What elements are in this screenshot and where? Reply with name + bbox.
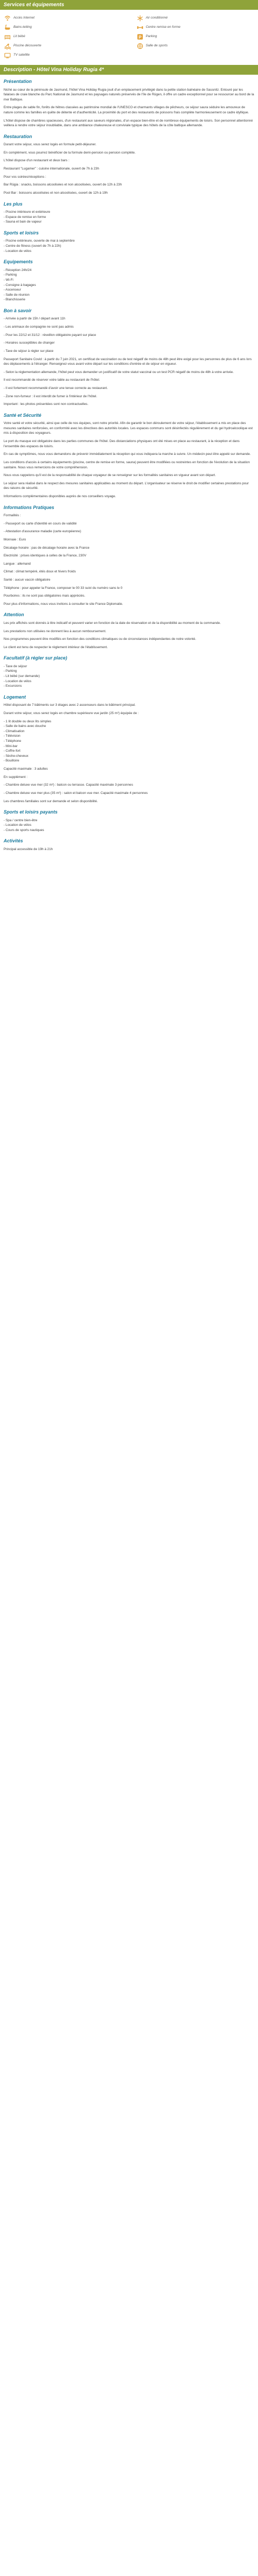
service-item bbox=[4, 23, 87, 32]
paragraph: - Les animaux de compagnie ne sont pas admis bbox=[4, 325, 74, 329]
list bbox=[4, 818, 254, 833]
list-item: - Mini-bar bbox=[4, 744, 18, 748]
list-item: - Cours de sports nautiques bbox=[4, 828, 44, 832]
paragraph: Téléphone : pour appeler la France, composer le 00 33 suivi du numéro sans le 0 bbox=[4, 586, 123, 590]
svg-text:P: P bbox=[138, 35, 141, 40]
list-item: - Location de vélos bbox=[4, 679, 31, 683]
section-heading: Informations Pratiques bbox=[4, 504, 55, 510]
air-conditioning-icon bbox=[137, 15, 143, 22]
service-label: Piscine découverte bbox=[13, 44, 41, 48]
paragraph: Santé : aucun vaccin obligatoire bbox=[4, 578, 51, 582]
paragraph: Les conditions d'accès à certains équipements (piscine, centre de remise en forme, sauna) peuvent être modifiées ou restreintes en fonction de l'évolution de la situation sanitaire. Nous vous remercions de votre compréhension. bbox=[4, 460, 250, 469]
service-label: Centre remise en forme bbox=[146, 25, 181, 29]
list bbox=[4, 268, 254, 302]
paragraph: Durant votre séjour, vous serez logés en formule petit-déjeuner. bbox=[4, 143, 96, 147]
list-item: - Sauna et bain de vapeur bbox=[4, 220, 42, 224]
paragraph: Niché au cœur de la péninsule de Jasmund, l'hôtel Vina Holiday Rugia jouit d'un emplacement privilégié dans la petite station balnéaire de Sassnitz. Entouré par les falaises de craie blanche du Parc National de Jasmund et les paysages naturels préservés de l'île de Rügen, il offre un cadre exceptionnel pour se ressourcer au bord de la mer Baltique. bbox=[4, 88, 254, 101]
list-item: - Location de vélos bbox=[4, 249, 31, 253]
paragraph: Hôtel disposant de 7 bâtiments sur 3 étages avec 2 ascenseurs dans le bâtiment principal. bbox=[4, 703, 136, 707]
list-item: - Excursions bbox=[4, 684, 22, 688]
paragraph: - Attestation d'assurance maladie (carte européenne) bbox=[4, 530, 82, 534]
paragraph: Durant votre séjour, vous serez logés en chambre supérieure vue jardin (25 m²) équipée de : bbox=[4, 711, 139, 715]
section-heading: Sports et loisirs payants bbox=[4, 809, 58, 815]
section-heading: Bon à savoir bbox=[4, 308, 32, 313]
list-item: - Espace de remise en forme bbox=[4, 215, 46, 219]
paragraph: Nous vous rappelons qu'il est de la responsabilité de chaque voyageur de se renseigner sur les formalités sanitaires en vigueur avant son départ. bbox=[4, 473, 216, 478]
paragraph: Capacité maximale : 3 adultes bbox=[4, 767, 48, 771]
description-title: Description - Hôtel Vina Holiday Rugia 4* bbox=[0, 65, 258, 75]
service-label: Lit bébé bbox=[13, 35, 25, 39]
service-item bbox=[4, 50, 87, 60]
paragraph: - Chambre deluxe vue mer plus (35 m²) : salon et balcon vue mer. Capacité maximale 4 personnes bbox=[4, 791, 148, 795]
list-item: - Lit bébé (sur demande) bbox=[4, 674, 40, 679]
list-item: - Salle de bains avec douche bbox=[4, 724, 46, 728]
page bbox=[0, 0, 258, 859]
tv-icon bbox=[4, 52, 11, 59]
paragraph: Bar Rügia : snacks, boissons alcoolisées et non alcoolisées, ouvert de 12h à 23h bbox=[4, 183, 122, 187]
parking-icon bbox=[137, 33, 143, 40]
section-heading: Santé et Sécurité bbox=[4, 412, 42, 418]
paragraph: Passeport Sanitaire Covid : à partir du 7 juin 2021, un certificat de vaccination ou de test négatif de moins de 48h peut être exigé pour les personnes de plus de 6 ans lors des déplacements à l'étranger. Renseignez-vous avant votre départ sur les conditions d'entrée et de séjour en vigueur. bbox=[4, 357, 252, 366]
paragraph: En supplément : bbox=[4, 775, 28, 779]
list bbox=[4, 239, 254, 253]
description-content bbox=[0, 76, 258, 859]
list bbox=[4, 719, 254, 764]
list-item: - Blanchisserie bbox=[4, 298, 25, 302]
list-item: - Coffre-fort bbox=[4, 749, 21, 753]
paragraph: - Arrivée à partir de 15h / départ avant 11h bbox=[4, 317, 66, 321]
paragraph: Décalage horaire : pas de décalage horaire avec la France bbox=[4, 546, 90, 550]
section-heading: Présentation bbox=[4, 79, 32, 84]
paragraph: En cas de symptômes, nous vous demandons de prévenir immédiatement la réception qui vous indiquera la marche à suivre. Un médecin peut être appelé sur demande. bbox=[4, 452, 251, 456]
paragraph: - Passeport ou carte d'identité en cours de validité bbox=[4, 521, 77, 526]
list-item: - Piscine extérieure, ouverte de mai à septembre bbox=[4, 239, 75, 243]
baby-cot-icon bbox=[4, 33, 11, 40]
paragraph: En complément, vous pourrez bénéficier de la formule demi-pension ou pension complète. bbox=[4, 150, 136, 155]
list-item: - Réception 24h/24 bbox=[4, 268, 32, 272]
list-item: - Sèche-cheveux bbox=[4, 754, 28, 758]
list-item: - Location de vélos bbox=[4, 823, 31, 827]
paragraph: Pour plus d'informations, nous vous invitons à consulter le site France Diplomatie. bbox=[4, 602, 123, 606]
section-heading: Sports et loisirs bbox=[4, 230, 39, 235]
pool-icon bbox=[4, 43, 11, 49]
section-heading: Equipements bbox=[4, 259, 33, 265]
service-item bbox=[4, 41, 87, 50]
service-item bbox=[137, 13, 219, 23]
services-column-spacer bbox=[87, 13, 137, 60]
paragraph: Le séjour sera réalisé dans le respect des mesures sanitaires applicables au moment du départ. L'organisateur se réserve le droit de modifier certaines prestations pour des raisons de sécurité. bbox=[4, 481, 249, 490]
wifi-icon bbox=[4, 15, 11, 22]
paragraph: - Taxe de séjour à régler sur place bbox=[4, 349, 54, 353]
paragraph: Nos programmes peuvent être modifiés en fonction des conditions climatiques ou de circonstances indépendantes de notre volonté. bbox=[4, 637, 197, 641]
service-label: Air conditionné bbox=[146, 16, 168, 20]
service-item bbox=[137, 32, 219, 41]
list-item: - Wi-Fi bbox=[4, 278, 13, 282]
paragraph: Langue : allemand bbox=[4, 562, 31, 566]
paragraph: Entre plages de sable fin, forêts de hêtres classées au patrimoine mondial de l'UNESCO et charmants villages de pêcheurs, ce séjour saura séduire les amoureux de nature comme les familles en quête de détente et d'authenticité. La proximité du port et des restaurants de poissons frais complète harmonieusement ce cadre idyllique. bbox=[4, 106, 249, 114]
paragraph: L'hôtel dispose de chambres spacieuses, d'un restaurant aux saveurs régionales, d'un espace bien-être et de nombreux équipements de loisirs. Son personnel attentionné veillera à rendre votre séjour inoubliable, dans une ambiance chaleureuse et conviviale typique des hôtels de la côte baltique allemande. bbox=[4, 118, 253, 128]
list-item: - Climatisation bbox=[4, 729, 25, 733]
list-item: - Ascenseur bbox=[4, 288, 21, 292]
list-item: - Télévision bbox=[4, 734, 21, 738]
paragraph: Il est recommandé de réserver votre table au restaurant de l'hôtel. bbox=[4, 378, 100, 382]
paragraph: Pour vos soirées/réceptions : bbox=[4, 175, 46, 179]
list-item: - Piscine intérieure et extérieure bbox=[4, 210, 51, 214]
fitness-icon bbox=[137, 24, 143, 31]
list-item: - Taxe de séjour bbox=[4, 664, 27, 668]
paragraph: Electricité : prises identiques à celles de la France, 230V bbox=[4, 554, 87, 558]
paragraph: Les chambres familiales sont sur demande et selon disponibilité. bbox=[4, 799, 98, 803]
services-grid bbox=[0, 11, 258, 65]
list-item: - Spa / centre bien-être bbox=[4, 818, 38, 822]
paragraph: L'hôtel dispose d'un restaurant et deux bars : bbox=[4, 159, 70, 163]
paragraph: Formalités : bbox=[4, 514, 21, 518]
service-label: Accès Internet bbox=[13, 16, 35, 20]
service-item bbox=[4, 32, 87, 41]
paragraph: Pool Bar : boissons alcoolisées et non alcoolisées, ouvert de 12h à 19h bbox=[4, 191, 108, 195]
list-item: - Parking bbox=[4, 273, 17, 277]
list-item: - Parking bbox=[4, 669, 17, 673]
paragraph: - Il est fortement recommandé d'avoir une tenue correcte au restaurant. bbox=[4, 386, 108, 390]
service-label: Bains-tetting bbox=[13, 25, 32, 29]
service-label: Parking bbox=[146, 35, 157, 39]
paragraph: - Selon la réglementation allemande, l'hôtel peut vous demander un justificatif de votre statut vaccinal ou un test PCR négatif de moins de 48h à votre arrivée. bbox=[4, 370, 234, 374]
paragraph: Pourboires : ils ne sont pas obligatoires mais appréciés. bbox=[4, 594, 86, 598]
section-heading: Attention bbox=[4, 612, 24, 618]
list-item: - Salle de réunion bbox=[4, 293, 30, 297]
section-heading: Les plus bbox=[4, 201, 23, 207]
paragraph: Les prix affichés sont donnés à titre indicatif et peuvent varier en fonction de la date de réservation et de la disponibilité au moment de la commande. bbox=[4, 621, 221, 625]
bath-icon bbox=[4, 24, 11, 31]
paragraph: Les prestations non utilisées ne donnent lieu à aucun remboursement. bbox=[4, 629, 106, 633]
paragraph: Le port du masque est obligatoire dans les parties communes de l'hôtel. Des distanciations physiques ont été mises en place au restaurant, à la réception et dans l'ensemble des espaces de loisirs. bbox=[4, 439, 240, 448]
paragraph: Informations complémentaires disponibles auprès de nos conseillers voyage. bbox=[4, 494, 116, 498]
list-item: - Centre de fitness (ouvert de 7h à 22h) bbox=[4, 244, 61, 248]
section-heading: Restauration bbox=[4, 133, 33, 139]
list bbox=[4, 664, 254, 689]
list-item: - 1 lit double ou deux lits simples bbox=[4, 719, 52, 723]
service-item bbox=[4, 13, 87, 23]
services-column-2 bbox=[137, 13, 219, 60]
paragraph: Important : les photos présentées sont non contractuelles. bbox=[4, 402, 89, 406]
section-heading: Activités bbox=[4, 838, 23, 844]
paragraph: Principal accessible de 19h à 21h bbox=[4, 847, 53, 851]
paragraph: Monnaie : Euro bbox=[4, 537, 26, 541]
services-column-1 bbox=[4, 13, 87, 60]
paragraph: - Pour les 22/12 et 31/12 : réveillon obligatoire payant sur place bbox=[4, 333, 96, 337]
sports-icon bbox=[137, 43, 143, 49]
paragraph: - Chambre deluxe vue mer (32 m²) : balcon ou terrasse. Capacité maximale 3 personnes bbox=[4, 783, 133, 787]
paragraph: Climat : climat tempéré, étés doux et hivers froids bbox=[4, 570, 76, 574]
service-label: Salle de sports bbox=[146, 44, 168, 48]
service-item bbox=[137, 23, 219, 32]
section-heading: Facultatif (à régler sur place) bbox=[4, 655, 68, 661]
list-item: - Bouilloire bbox=[4, 759, 20, 763]
services-title: Services et équipements bbox=[0, 0, 258, 10]
paragraph: Votre santé et votre sécurité, ainsi que celle de nos équipes, sont notre priorité. Afin de garantir le bon déroulement de votre séjour, l'établissement a mis en place des mesures sanitaires renforcées, en conformité avec les directives des autorités locales. Les espaces communs sont désinfectés régulièrement et du gel hydroalcoolique est mis à disposition des voyageurs. bbox=[4, 421, 253, 435]
list-item: - Consigne à bagages bbox=[4, 283, 36, 287]
section-heading: Logement bbox=[4, 694, 26, 700]
paragraph: - Horaires susceptibles de changer bbox=[4, 341, 55, 345]
paragraph: Restaurant "Lugamer" : cuisine internationale, ouvert de 7h à 23h bbox=[4, 167, 100, 171]
service-item bbox=[137, 41, 219, 50]
paragraph: - Zone non-fumeur : il est interdit de fumer à l'intérieur de l'hôtel. bbox=[4, 394, 98, 398]
list bbox=[4, 210, 254, 225]
paragraph: Le client est tenu de respecter le règlement intérieur de l'établissement. bbox=[4, 645, 108, 649]
list-item: - Téléphone bbox=[4, 739, 21, 743]
service-label: TV satellite bbox=[13, 53, 30, 57]
